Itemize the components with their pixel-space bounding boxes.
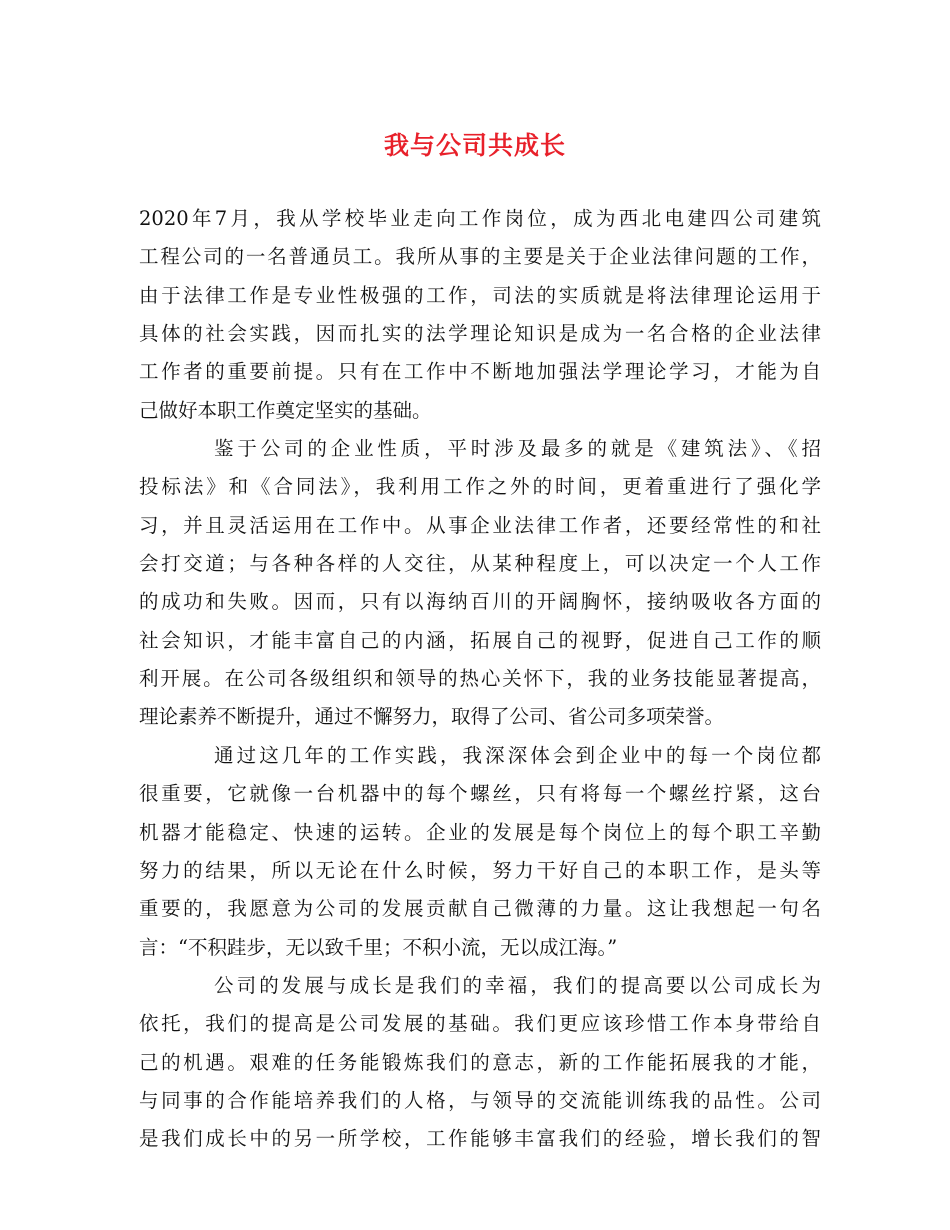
text-line: 很重要，它就像一台机器中的每个螺丝，只有将每一个螺丝拧紧，这台 <box>139 782 821 806</box>
text-line: 理论素养不断提升，通过不懈努力，取得了公司、省公司多项荣誉。 <box>139 705 725 729</box>
document-title: 我与公司共成长 <box>383 131 566 160</box>
text-line: 具体的社会实践，因而扎实的法学理论知识是成为一名合格的企业法律 <box>139 322 821 346</box>
text-line: 公司的发展与成长是我们的幸福，我们的提高要以公司成长为 <box>214 973 821 997</box>
text-line: 努力的结果，所以无论在什么时候，努力干好自己的本职工作，是头等 <box>139 858 821 882</box>
text-line: 通过这几年的工作实践，我深深体会到企业中的每一个岗位都 <box>214 743 821 767</box>
text-line: 与同事的合作能培养我们的人格，与领导的交流能训练我的品性。公司 <box>139 1088 821 1112</box>
text-line: 工作者的重要前提。只有在工作中不断地加强法学理论学习，才能为自 <box>139 360 821 384</box>
text-line: 由于法律工作是专业性极强的工作，司法的实质就是将法律理论运用于 <box>139 283 821 307</box>
text-line: 言：“不积跬步，无以致千里；不积小流，无以成江海。” <box>139 935 618 959</box>
text-line: 依托，我们的提高是公司发展的基础。我们更应该珍惜工作本身带给自 <box>139 1012 821 1036</box>
text-line: 己的机遇。艰难的任务能锻炼我们的意志，新的工作能拓展我的才能， <box>139 1050 821 1074</box>
text-line: 是我们成长中的另一所学校，工作能够丰富我们的经验，增长我们的智 <box>139 1127 821 1151</box>
text-line: 会打交道；与各种各样的人交往，从某种程度上，可以决定一个人工作 <box>139 552 821 576</box>
text-line: 习，并且灵活运用在工作中。从事企业法律工作者，还要经常性的和社 <box>139 513 821 537</box>
text-line: 的成功和失败。因而，只有以海纳百川的开阔胸怀，接纳吸收各方面的 <box>139 590 821 614</box>
text-line: 利开展。在公司各级组织和领导的热心关怀下，我的业务技能显著提高， <box>139 667 821 691</box>
document-body <box>139 200 821 1159</box>
text-line: 机器才能稳定、快速的运转。企业的发展是每个岗位上的每个职工辛勤 <box>139 820 821 844</box>
text-line: 重要的，我愿意为公司的发展贡献自己微薄的力量。这让我想起一句名 <box>139 897 821 921</box>
text-line: 鉴于公司的企业性质，平时涉及最多的就是《建筑法》、《招 <box>214 437 821 461</box>
text-line: 工程公司的一名普通员工。我所从事的主要是关于企业法律问题的工作， <box>139 245 821 269</box>
text-line: 社会知识，才能丰富自己的内涵，拓展自己的视野，促进自己工作的顺 <box>139 628 821 652</box>
text-line: 2020年7月，我从学校毕业走向工作岗位，成为西北电建四公司建筑 <box>139 207 821 230</box>
text-line: 己做好本职工作奠定坚实的基础。 <box>139 398 432 422</box>
text-line: 投标法》和《合同法》，我利用工作之外的时间，更着重进行了强化学 <box>139 475 821 499</box>
